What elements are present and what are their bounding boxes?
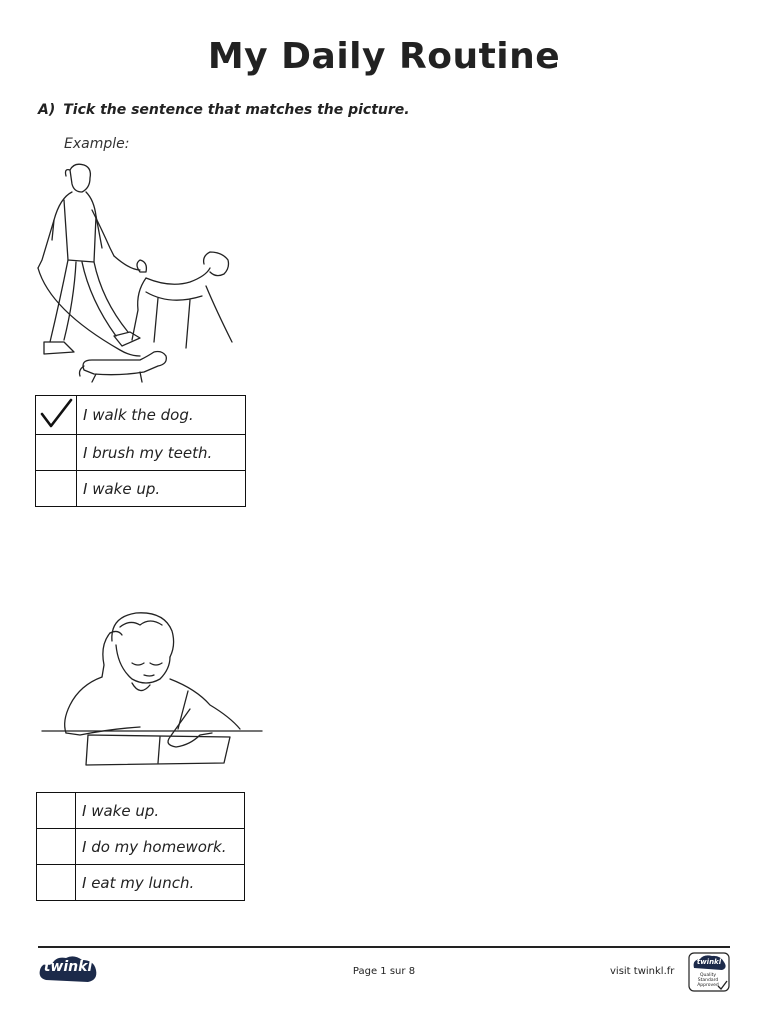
page-title: My Daily Routine [207, 36, 561, 77]
badge-brand: twinkl [696, 958, 722, 966]
man-walking-dogs-image [30, 160, 245, 388]
table-row [37, 829, 245, 865]
tick-box[interactable] [37, 793, 76, 829]
tick-icon [36, 396, 76, 430]
visit-link[interactable]: visit twinkl.fr [610, 966, 675, 977]
option-text: I do my homework. [76, 829, 245, 865]
option-text: I wake up. [76, 793, 245, 829]
logo-text: twinkl [43, 959, 93, 975]
section-a-instruction [38, 102, 410, 118]
option-text: I wake up. [77, 471, 246, 507]
instruction-text: Tick the sentence that matches the picture. [63, 102, 410, 118]
footer-divider [38, 946, 730, 948]
quality-badge [688, 952, 730, 992]
page-number: Page 1 sur 8 [352, 966, 416, 977]
table-row [36, 435, 246, 471]
option-text: I brush my teeth. [77, 435, 246, 471]
option-text: I eat my lunch. [76, 865, 245, 901]
table-row [36, 471, 246, 507]
tick-box[interactable] [36, 471, 77, 507]
badge-caption: Quality Standard Approved [697, 973, 719, 988]
example-answer-table [35, 395, 246, 507]
option-text: I walk the dog. [77, 396, 246, 435]
tick-box[interactable] [37, 865, 76, 901]
table-row [36, 396, 246, 435]
table-row [37, 865, 245, 901]
question-1-answer-table [36, 792, 245, 901]
tick-box[interactable] [36, 435, 77, 471]
tick-box[interactable] [36, 396, 77, 435]
example-label: Example: [64, 136, 130, 152]
boy-doing-homework-image [40, 605, 265, 770]
section-letter: A) [38, 102, 56, 118]
tick-box[interactable] [37, 829, 76, 865]
table-row [37, 793, 245, 829]
